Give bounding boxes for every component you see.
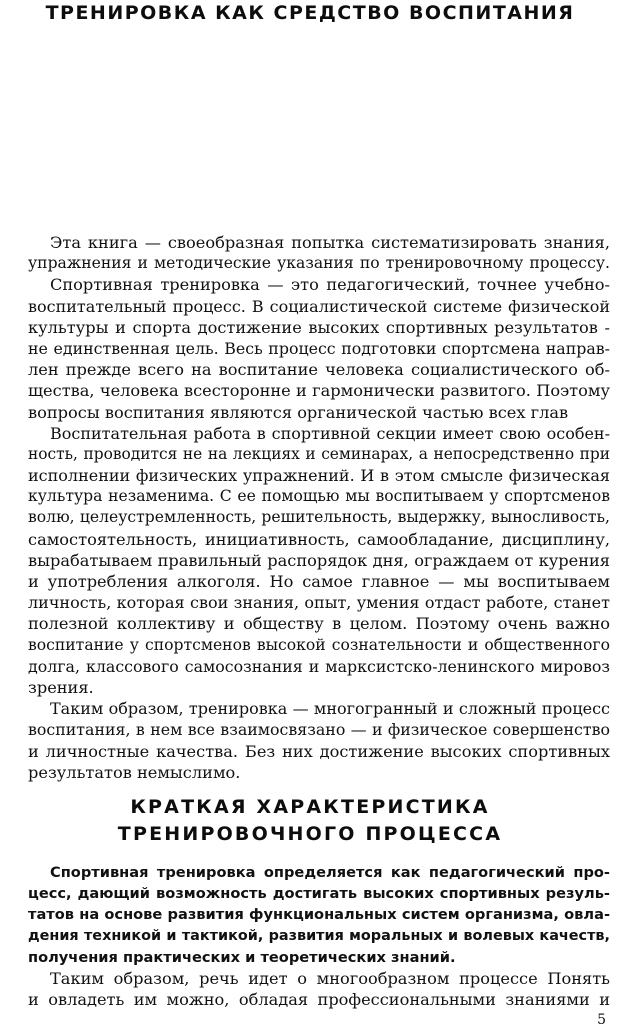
section-title-line-2: ТРЕНИРОВОЧНОГО ПРОЦЕССА	[117, 823, 503, 845]
text-line: и личностные качества. Без них достижение высоких спортивных	[28, 741, 610, 761]
text-line: щества, человека всесторонне и гармонически развитого. Поэтому	[28, 381, 610, 401]
text-line: вырабатываем правильный распорядок дня, ограждаем от курения	[28, 550, 610, 570]
text-line: воспитательный процесс. В социалистической системе физической	[28, 296, 610, 316]
text-line: полезной коллективу и обществу в целом. Поэтому очень важно	[28, 614, 610, 634]
definition-line: татов на основе развития функциональных систем организма, овла-	[28, 906, 610, 924]
definition-line: Спортивная тренировка определяется как педагогический про-	[50, 864, 610, 881]
text-line: личность, которая свои знания, опыт, умения отдаст работе, станет	[28, 593, 610, 613]
text-line: Таким образом, тренировка — многогранный и сложный процесс	[50, 699, 610, 719]
text-line: вопросы воспитания являются органической частью всех глав	[28, 402, 569, 422]
text-line: самостоятельность, инициативность, самообладание, дисциплину,	[28, 529, 610, 549]
chapter-title: ТРЕНИРОВКА КАК СРЕДСТВО ВОСПИТАНИЯ	[45, 2, 575, 24]
text-line: Таким образом, речь идет о многообразном процессе Понять	[50, 968, 610, 988]
text-line: культуры и спорта достижение высоких спортивных результатов -	[28, 317, 610, 337]
text-line: и употребления алкоголя. Но самое главное — мы воспитываем	[28, 572, 610, 591]
text-line: долга, классового самосознания и марксистско-ленинского мировоз	[28, 656, 610, 676]
text-line: упражнения и методические указания по тренировочному процессу.	[28, 254, 610, 273]
definition-line: дения техникой и тактикой, развития моральных и волевых качеств,	[28, 927, 610, 944]
text-line: воспитания, в нем все взаимосвязано — и физическое совершенство	[28, 720, 610, 740]
text-line: волю, целеустремленность, решительность, выдержку, выносливость,	[28, 508, 610, 527]
text-line: Спортивная тренировка — это педагогический, точнее учебно-	[50, 275, 610, 295]
page-number: 5	[597, 1012, 606, 1028]
text-line: не единственная цель. Весь процесс подготовки спортсмена направ-	[28, 338, 610, 358]
text-line: ность, проводится не на лекциях и семинарах, а непосредственно при	[28, 444, 610, 463]
text-line: и овладеть им можно, обладая профессиональными знаниями и	[28, 990, 610, 1010]
text-line: зрения.	[28, 677, 94, 697]
definition-line: цесс, дающий возможность достигать высоких спортивных резуль-	[28, 885, 610, 903]
definition-line: получения практических и теоретических знаний.	[28, 948, 456, 966]
text-line: Воспитательная работа в спортивной секции имеет свою особен-	[50, 423, 610, 443]
text-line: Эта книга — своеобразная попытка систематизировать знания,	[50, 233, 610, 252]
text-line: исполнении физических упражнений. И в этом смысле физическая	[28, 466, 610, 486]
text-line: культура незаменима. С ее помощью мы воспитываем у спортсменов	[28, 487, 610, 506]
intro-text	[28, 232, 610, 783]
text-line: лен прежде всего на воспитание человека социалистического об-	[28, 360, 610, 380]
section-text	[28, 862, 610, 1010]
text-line: результатов немыслимо.	[28, 762, 241, 782]
section-title-line-1: КРАТКАЯ ХАРАКТЕРИСТИКА	[130, 796, 490, 818]
text-line: воспитание у спортсменов высокой сознательности и общественного	[28, 635, 610, 654]
